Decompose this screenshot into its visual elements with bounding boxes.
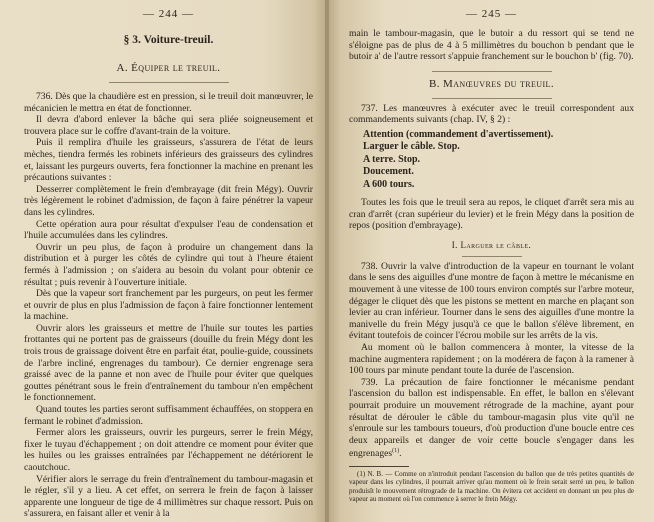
divider (462, 256, 522, 257)
paragraph: Desserrer complètement le frein d'embrayage (dit frein Mégy). Ouvrir très légèrement le robinet d'admission, de façon à faire pénétrer la vapeur dans les cylindres. (24, 183, 313, 218)
paragraph: Toutes les fois que le treuil sera au repos, le cliquet d'arrêt sera mis au cran d'arrêt (cran supérieur du levier) et le frein Mégy dans la position de repos (position d'embrayage). (349, 197, 634, 232)
divider (109, 82, 229, 83)
page-number-right: — 245 — (466, 8, 517, 20)
command-item: Doucement. (363, 166, 414, 178)
right-page (327, 0, 654, 522)
paragraph-739-text: 739. La précaution de faire fonctionner le mécanisme pendant l'ascension du ballon est indispensable. En effet, le ballon en s'élevant pourrait produire un mouvement rétrograde de la machine, ayant pour résultat de dérouler le câble du tambour-magasin plus vite qu'il ne s'enroule sur les tambours toueurs, d'où production d'une boucle entre ces deux appareils et danger de voir cette boucle s'engager dans les engrenages (349, 376, 634, 460)
footnote: (1) N. B. — Comme on n'introduit pendant l'ascension du ballon que de très petites quantités de vapeur dans les cylindres, il pourrait arriver qu'au moment où le frein serait serré un peu, le ballon produisît le mouvement rétrograde de la machine. On évitera cet accident en donnant un peu plus de vapeur au moment où l'on commence à serrer le frein Mégy. (349, 470, 634, 504)
page-number-left: — 244 — (143, 8, 194, 20)
book-gutter (325, 0, 329, 522)
paragraph: Il devra d'abord enlever la bâche qui sera pliée soigneusement et trouvera place sur le coffre d'avant-train de la voiture. (24, 114, 313, 137)
paragraph: Ouvrir alors les graisseurs et mettre de l'huile sur toutes les parties frottantes qui ne portent pas de graisseurs (douille du frein Mégy dont les trois trous de graissage doivent être en parfait état, poulie-guide, coussinets de l'arbre incliné, engrenages du tambour). Ce dernier engrenage sera graissé avec de la panne et non avec de l'huile pour éviter que quelques gouttes pénétrant sous le frein d'entraînement du tambour n'en empêchent le fonctionnement. (24, 322, 313, 404)
divider (432, 71, 552, 72)
command-item: Larguer le câble. Stop. (363, 141, 460, 153)
divider (432, 98, 552, 99)
subheading-larguer: I. Larguer le câble. (451, 239, 532, 250)
left-body (24, 91, 313, 520)
paragraph: Vérifier alors le serrage du frein d'entraînement du tambour-magasin et le régler, s'il y a lieu. A cet effet, on serrera le frein de façon à laisser apparente une longueur de tige de 4 millimètres sur chaque ressort. Puis on s'assurera, en faisant aller et venir à la (24, 473, 313, 520)
footnote-marker: (1) (392, 448, 400, 455)
paragraph: Au moment où le ballon commencera à monter, la vitesse de la machine augmentera rapidement ; on la modérera de façon à la ramener à 100 tours par minute pendant toute la durée de l'ascension. (349, 341, 634, 377)
subheading-manoeuvres: B. Manœuvres du treuil. (429, 77, 554, 90)
paragraph-737: 737. Les manœuvres à exécuter avec le treuil correspondent aux commandements suivants (chap. IV, § 2) : (349, 102, 634, 126)
paragraph: Ouvrir un peu plus, de façon à produire un changement dans la distribution et à purger les côtés de cylindre qui tout à l'heure étaient fermés à l'admission ; on s'aidera au besoin du volant pour obtenir ce résultat ; puis revenir à l'ouverture initiale. (24, 241, 313, 288)
paragraph: 736. Dès que la chaudière est en pression, si le treuil doit manœuvrer, le mécanicien le mettra en état de fonctionner. (24, 91, 313, 114)
command-item: Attention (commandement d'avertissement). (363, 128, 554, 140)
footnote-rule (349, 466, 409, 467)
paragraph-738: 738. Ouvrir la valve d'introduction de la vapeur en tournant le volant dans le sens des aiguilles d'une montre de façon à mettre le mécanisme en mouvement à une vitesse de 100 tours environ comptés sur l'arbre moteur, dégager le cliquet dès que les pistons se mettent en marche en plaçant son levier au cran inférieur. Tourner dans le sens des aiguilles d'une montre la manivelle du frein Mégy jusqu'à ce que le ballon s'élève librement, en évitant toutefois de coincer l'écrou mobile sur les arrêts de la vis. (349, 260, 634, 342)
command-list (363, 129, 634, 191)
paragraph: Quand toutes les parties seront suffisamment échauffées, on stoppera en fermant le robinet d'admission. (24, 404, 313, 427)
paragraph: Dès que la vapeur sort franchement par les purgeurs, on peut les fermer et ouvrir de plus en plus l'admission de façon à faire fonctionner lentement la machine. (24, 288, 313, 323)
section-title: § 3. Voiture-treuil. (123, 34, 214, 46)
command-item: A 600 tours. (363, 178, 415, 190)
paragraph: Fermer alors les graisseurs, ouvrir les purgeurs, serrer le frein Mégy, fixer le tuyau d'échappement ; on doit attendre ce moment pour éviter que les huiles ou les graisses entraînées par l'échappement ne détériorent le caoutchouc. (24, 427, 313, 473)
subheading-equip: A. Équiper le treuil. (116, 62, 221, 74)
paragraph: Cette opération aura pour résultat d'expulser l'eau de condensation et l'huile accumulées dans les cylindres. (24, 218, 313, 242)
command-item: A terre. Stop. (363, 153, 421, 165)
paragraph-739: 739. La précaution de faire fonctionner le mécanisme pendant l'ascension du ballon est indispensable. En effet, le ballon en s'élevant pourrait produire un mouvement rétrograde de la machine, ayant pour résultat de dérouler le câble du tambour-magasin plus vite qu'il ne s'enroule sur les tambours toueurs, d'où production d'une boucle entre ces deux appareils et danger de voir cette boucle s'engager dans les engrenages$^{(1)}$. (349, 376, 634, 460)
paragraph: Puis il remplira d'huile les graisseurs, s'assurera de l'état de leurs mèches, tiendra fermés les robinets inférieurs des graisseurs des cylindres et, laissant les purgeurs ouverts, fera fonctionner la machine en prenant les précautions suivantes : (24, 137, 313, 184)
paragraph-continued: main le tambour-magasin, que le butoir a du ressort qui se tend ne s'éloigne pas de plus de 4 à 5 millimètres du bouchon b pendant que le butoir a' de l'autre ressort s'appuie franchement sur le bouchon b' (fig. 70). (349, 28, 634, 63)
